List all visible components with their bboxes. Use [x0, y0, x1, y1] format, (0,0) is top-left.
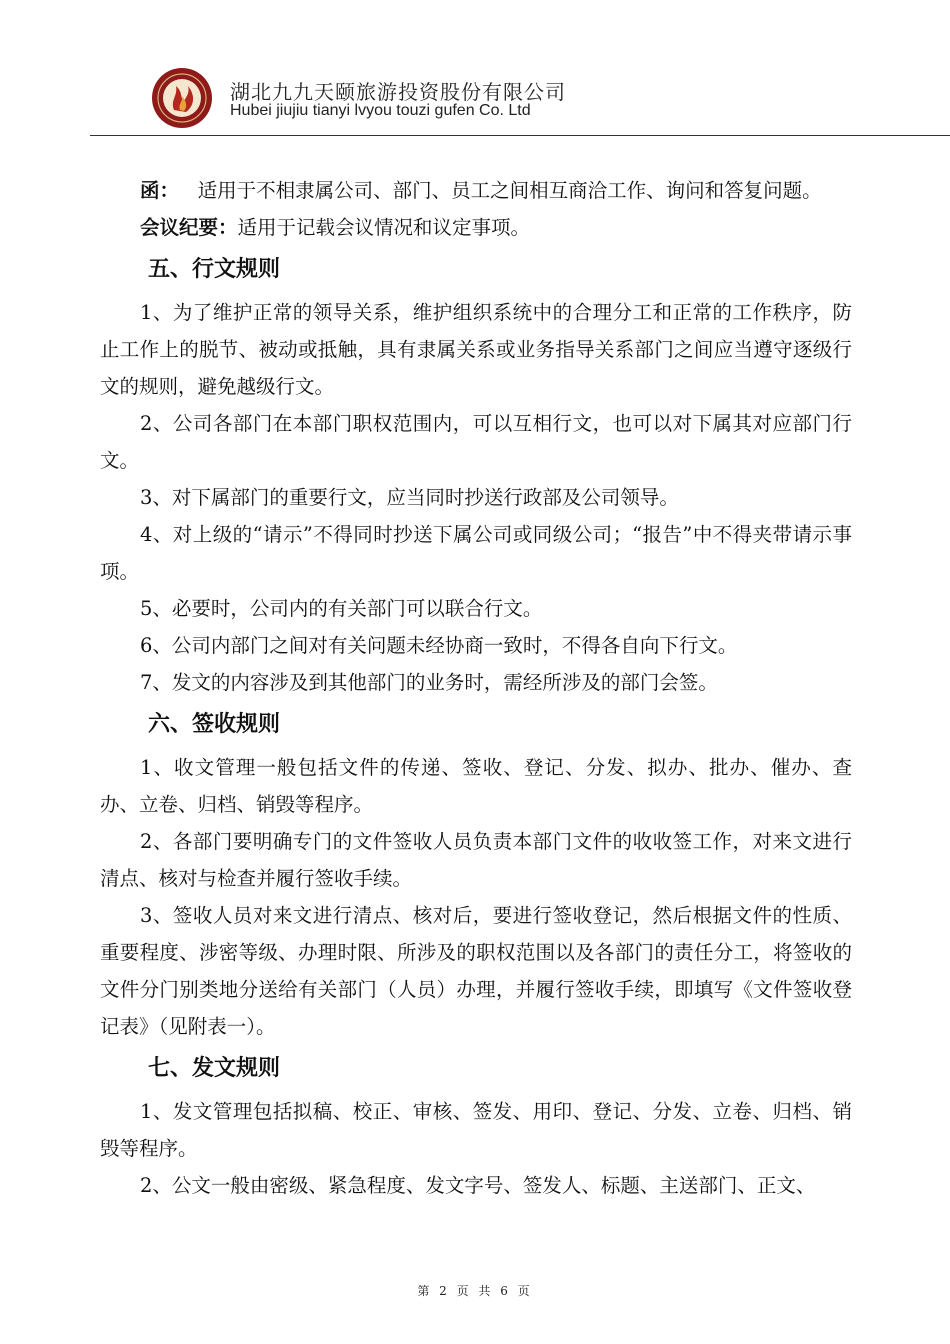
term-letter: 函： [140, 179, 180, 202]
section-heading-5: 五、行文规则 [148, 257, 281, 282]
page-number: 第 2 页 共 6 页 [417, 1284, 533, 1298]
list-item: 1、发文管理包括拟稿、校正、审核、签发、用印、登记、分发、立卷、归档、销毁等程序。 [100, 1100, 852, 1160]
list-item: 3、对下属部门的重要行文，应当同时抄送行政部及公司领导。 [140, 486, 679, 509]
company-logo-icon [150, 66, 214, 130]
list-item: 4、对上级的“请示”不得同时抄送下属公司或同级公司；“报告”中不得夹带请示事项。 [100, 523, 852, 583]
list-item: 3、签收人员对来文进行清点、核对后，要进行签收登记，然后根据文件的性质、重要程度、涉密等级、办理时限、所涉及的职权范围以及各部门的责任分工，将签收的文件分门别类地分送给有关部门（人员）办理，并履行签收手续，即填写《文件签收登记表》（见附表一）。 [100, 904, 852, 1038]
document-body [100, 172, 852, 1204]
company-name-cn: 湖北九九天颐旅游投资股份有限公司 [230, 80, 566, 104]
list-item: 1、为了维护正常的领导关系，维护组织系统中的合理分工和正常的工作秩序，防止工作上的脱节、被动或抵触，具有隶属关系或业务指导关系部门之间应当遵守逐级行文的规则，避免越级行文。 [100, 301, 852, 398]
list-item: 6、公司内部门之间对有关问题未经协商一致时，不得各自向下行文。 [140, 634, 738, 657]
page-header [0, 0, 950, 140]
list-item: 2、各部门要明确专门的文件签收人员负责本部门文件的收收签工作，对来文进行清点、核对与检查并履行签收手续。 [100, 830, 852, 890]
definition-minutes: 适用于记载会议情况和议定事项。 [237, 216, 531, 239]
term-minutes: 会议纪要： [140, 216, 238, 239]
list-item: 2、公文一般由密级、紧急程度、发文字号、签发人、标题、主送部门、正文、 [140, 1174, 816, 1197]
paragraph-letter [100, 172, 852, 209]
header-divider [90, 135, 950, 136]
section-heading-6: 六、签收规则 [148, 712, 281, 737]
section-heading-7: 七、发文规则 [148, 1056, 281, 1081]
definition-letter: 适用于不相隶属公司、部门、员工之间相互商洽工作、询问和答复问题。 [197, 179, 822, 202]
list-item: 2、公司各部门在本部门职权范围内，可以互相行文，也可以对下属其对应部门行文。 [100, 412, 852, 472]
paragraph-minutes [100, 209, 852, 246]
list-item: 1、收文管理一般包括文件的传递、签收、登记、分发、拟办、批办、催办、查办、立卷、归档、销毁等程序。 [100, 756, 852, 816]
list-item: 5、必要时，公司内的有关部门可以联合行文。 [140, 597, 543, 620]
company-name-en: Hubei jiujiu tianyi lvyou touzi gufen Co. Ltd [230, 102, 531, 119]
list-item: 7、发文的内容涉及到其他部门的业务时，需经所涉及的部门会签。 [140, 671, 718, 694]
